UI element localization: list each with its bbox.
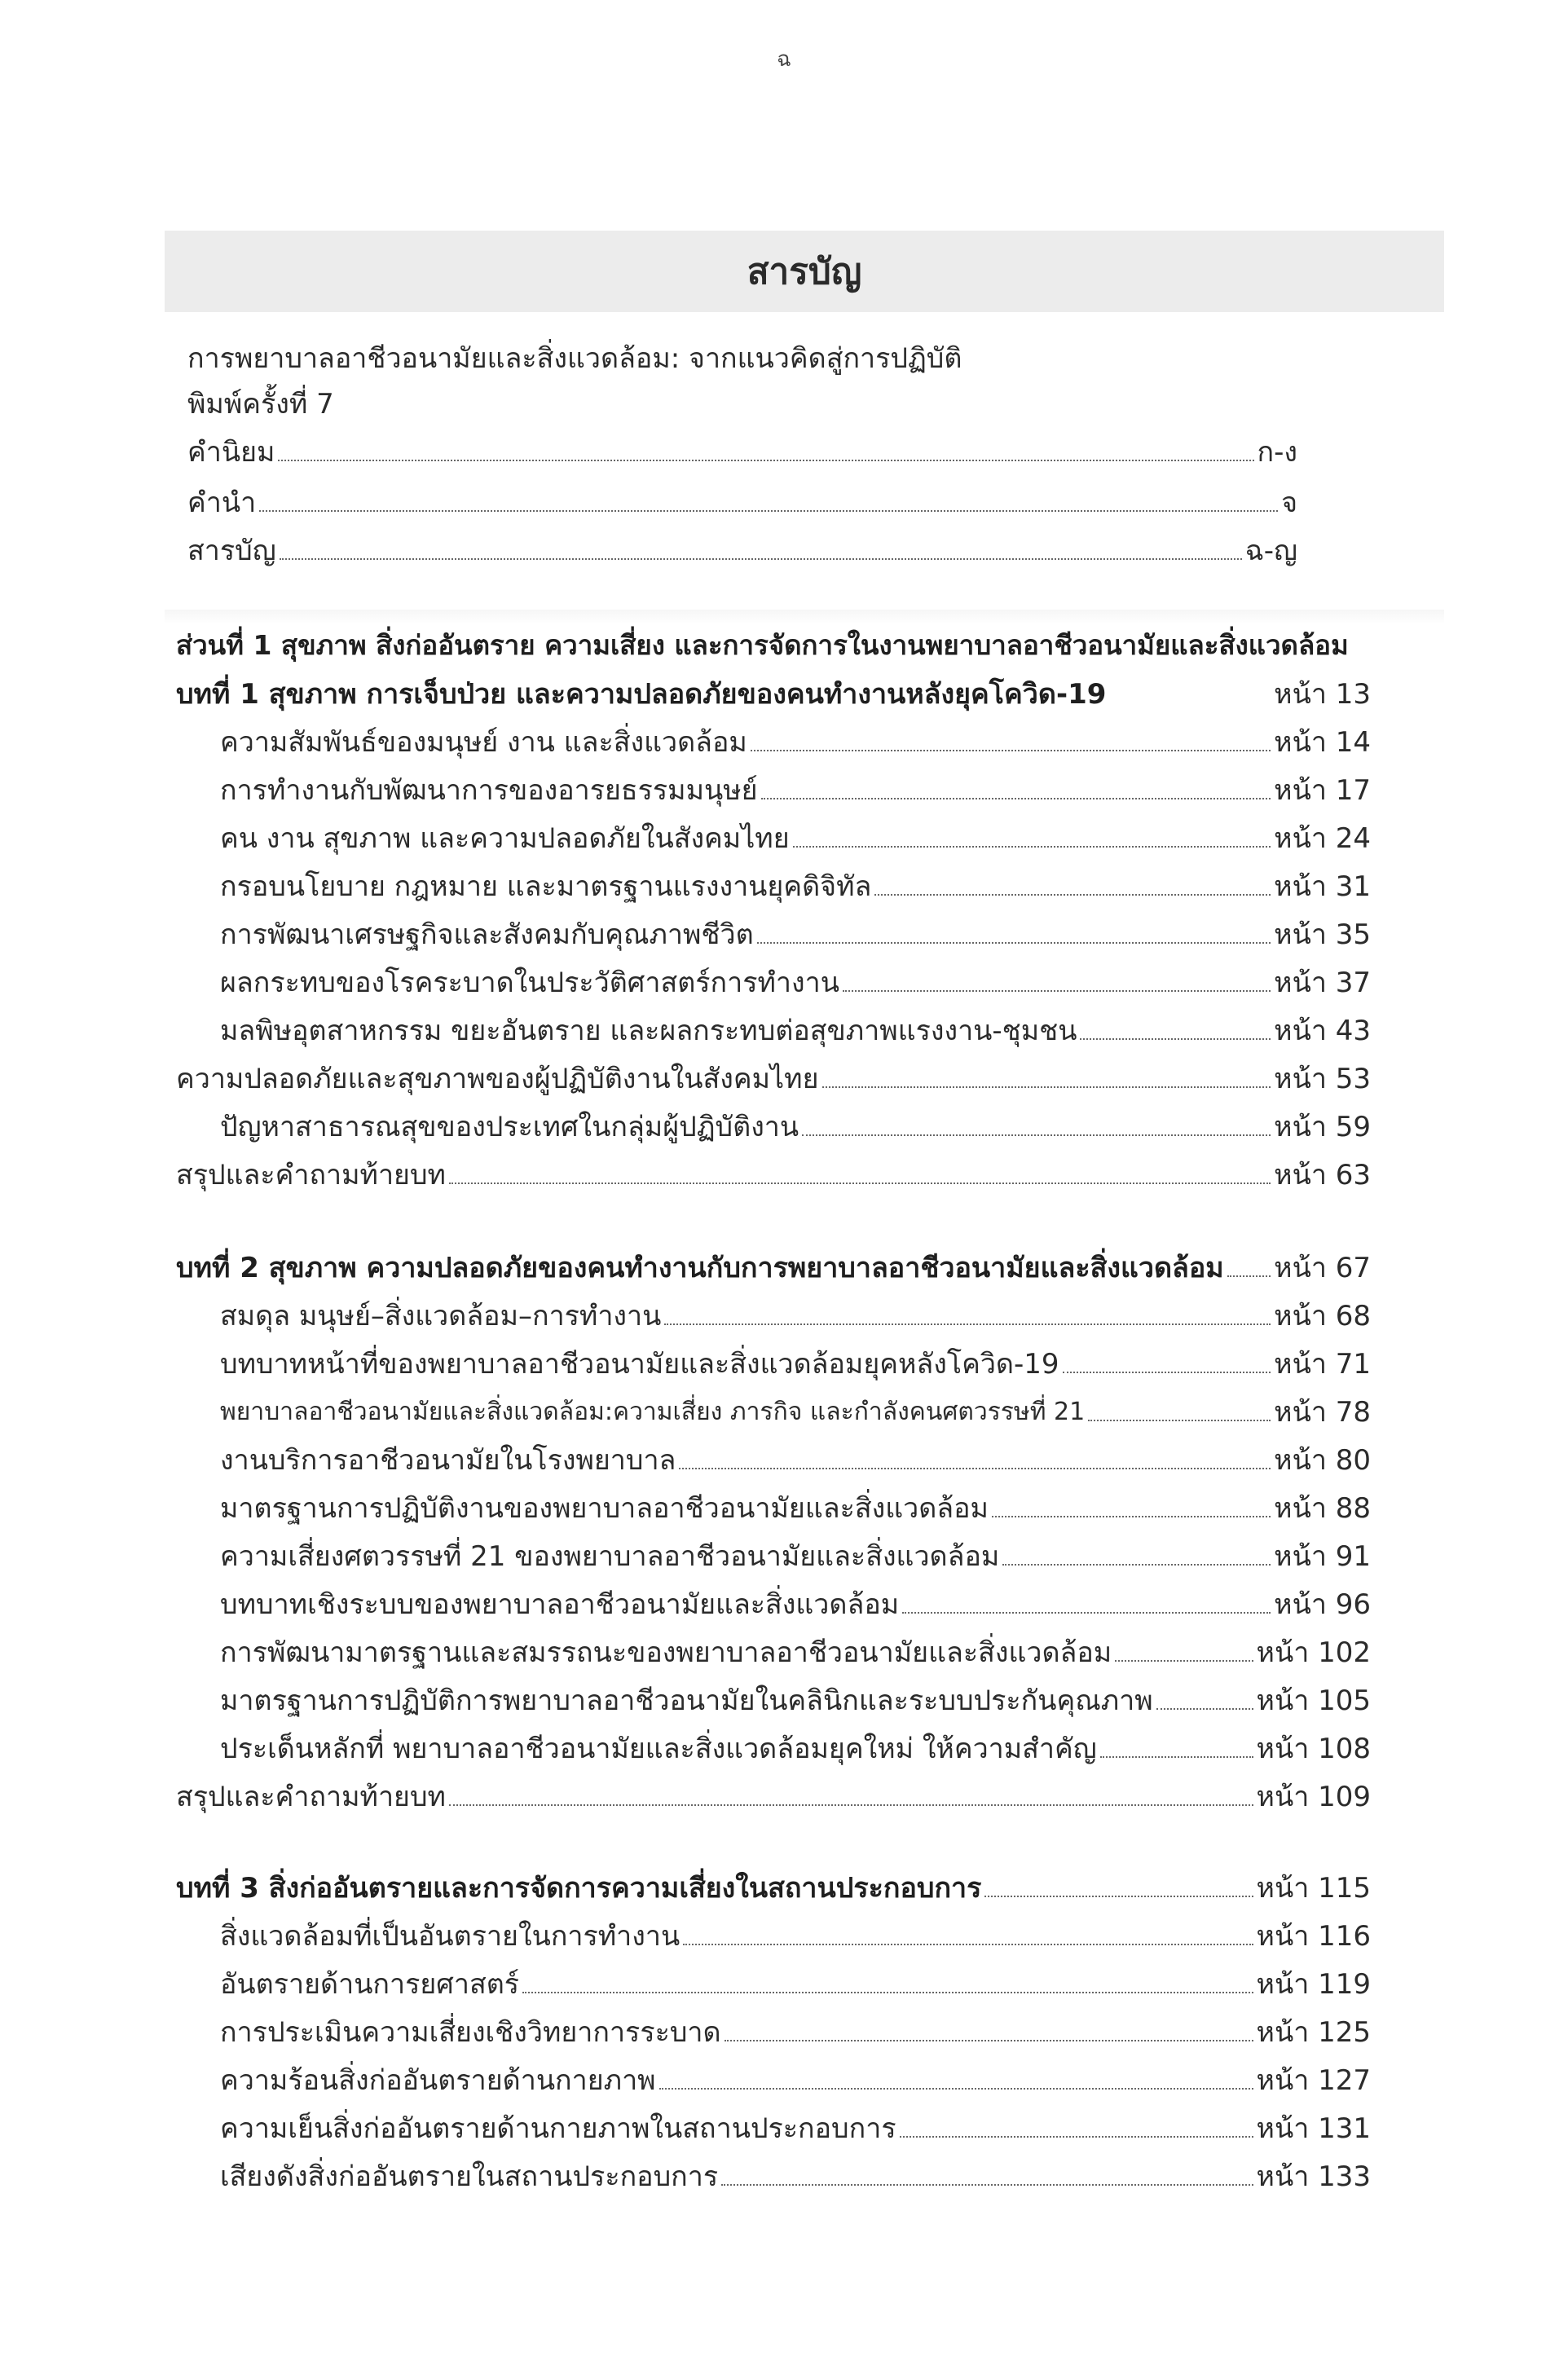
- toc-entry[interactable]: บทบาทเชิงระบบของพยาบาลอาชีวอนามัยและสิ่งแวดล้อม หน้า 96: [220, 1588, 1371, 1621]
- toc-entry[interactable]: ความเสี่ยงศตวรรษที่ 21 ของพยาบาลอาชีวอนามัยและสิ่งแวดล้อม หน้า 91: [220, 1540, 1371, 1573]
- toc-entry[interactable]: สมดุล มนุษย์–สิ่งแวดล้อม–การทำงาน หน้า 68: [220, 1300, 1371, 1332]
- toc-entry[interactable]: การประเมินความเสี่ยงเชิงวิทยาการระบาด หน้า 125: [220, 2016, 1371, 2049]
- toc-entry-summary[interactable]: สรุปและคำถามท้ายบท หน้า 109: [176, 1781, 1371, 1813]
- toc-entry[interactable]: ความสัมพันธ์ของมนุษย์ งาน และสิ่งแวดล้อม หน้า 14: [220, 726, 1371, 759]
- toc-entry[interactable]: การพัฒนาเศรษฐกิจและสังคมกับคุณภาพชีวิต หน้า 35: [220, 918, 1371, 951]
- chapter-3-heading[interactable]: บทที่ 3 สิ่งก่ออันตรายและการจัดการความเสี่ยงในสถานประกอบการ หน้า 115: [176, 1872, 1371, 1905]
- toc-entry[interactable]: คน งาน สุขภาพ และความปลอดภัยในสังคมไทย หน้า 24: [220, 822, 1371, 855]
- toc-entry[interactable]: ผลกระทบของโรคระบาดในประวัติศาสตร์การทำงาน หน้า 37: [220, 967, 1371, 999]
- chapter-1-heading[interactable]: บทที่ 1 สุขภาพ การเจ็บป่วย และความปลอดภัยของคนทำงานหลังยุคโควิด-19 หน้า 13: [176, 678, 1371, 711]
- toc-entry[interactable]: ความปลอดภัยและสุขภาพของผู้ปฏิบัติงานในสังคมไทย หน้า 53: [176, 1063, 1371, 1095]
- toc-entry[interactable]: การพัฒนามาตรฐานและสมรรถนะของพยาบาลอาชีวอนามัยและสิ่งแวดล้อม หน้า 102: [220, 1636, 1371, 1669]
- front-matter-edition: พิมพ์ครั้งที่ 7: [187, 388, 334, 421]
- part-1-heading[interactable]: ส่วนที่ 1 สุขภาพ สิ่งก่ออันตราย ความเสี่ยง และการจัดการในงานพยาบาลอาชีวอนามัยและสิ่งแวดล้อม: [176, 629, 1349, 661]
- toc-entry[interactable]: มาตรฐานการปฏิบัติงานของพยาบาลอาชีวอนามัยและสิ่งแวดล้อม หน้า 88: [220, 1492, 1371, 1525]
- toc-entry[interactable]: เสียงดังสิ่งก่ออันตรายในสถานประกอบการ หน้า 133: [220, 2160, 1371, 2193]
- page-number: ฉ: [777, 47, 791, 72]
- toc-entry[interactable]: งานบริการอาชีวอนามัยในโรงพยาบาล หน้า 80: [220, 1444, 1371, 1477]
- toc-entry[interactable]: พยาบาลอาชีวอนามัยและสิ่งแวดล้อม:ความเสี่ยง ภารกิจ และกำลังคนศตวรรษที่ 21 หน้า 78: [220, 1396, 1371, 1429]
- toc-entry[interactable]: การทำงานกับพัฒนาการของอารยธรรมมนุษย์ หน้า 17: [220, 774, 1371, 807]
- toc-entry[interactable]: อันตรายด้านการยศาสตร์ หน้า 119: [220, 1968, 1371, 2001]
- toc-entry[interactable]: ความเย็นสิ่งก่ออันตรายด้านกายภาพในสถานประกอบการ หน้า 131: [220, 2112, 1371, 2145]
- chapter-2-heading[interactable]: บทที่ 2 สุขภาพ ความปลอดภัยของคนทำงานกับการพยาบาลอาชีวอนามัยและสิ่งแวดล้อม หน้า 67: [176, 1252, 1371, 1284]
- toc-entry[interactable]: ประเด็นหลักที่ พยาบาลอาชีวอนามัยและสิ่งแวดล้อมยุคใหม่ ให้ความสำคัญ หน้า 108: [220, 1733, 1371, 1765]
- toc-entry-preface[interactable]: คำนำ จ: [187, 487, 1297, 519]
- toc-entry[interactable]: มลพิษอุตสาหกรรม ขยะอันตราย และผลกระทบต่อสุขภาพแรงงาน-ชุมชน หน้า 43: [220, 1015, 1371, 1047]
- toc-title-band: [165, 231, 1444, 312]
- page-title: สารบัญ: [747, 251, 862, 293]
- front-matter-book-title: การพยาบาลอาชีวอนามัยและสิ่งแวดล้อม: จากแนวคิดสู่การปฏิบัติ: [187, 342, 962, 375]
- toc-entry[interactable]: ความร้อนสิ่งก่ออันตรายด้านกายภาพ หน้า 127: [220, 2064, 1371, 2097]
- toc-entry-summary[interactable]: สรุปและคำถามท้ายบท หน้า 63: [176, 1159, 1371, 1191]
- toc-entry-foreword[interactable]: คำนิยม ก-ง: [187, 436, 1297, 469]
- toc-entry[interactable]: สิ่งแวดล้อมที่เป็นอันตรายในการทำงาน หน้า 116: [220, 1920, 1371, 1953]
- toc-entry-contents[interactable]: สารบัญ ฉ-ญ: [187, 535, 1297, 567]
- toc-entry[interactable]: ปัญหาสาธารณสุขของประเทศในกลุ่มผู้ปฏิบัติงาน หน้า 59: [220, 1111, 1371, 1143]
- toc-entry[interactable]: มาตรฐานการปฏิบัติการพยาบาลอาชีวอนามัยในคลินิกและระบบประกันคุณภาพ หน้า 105: [220, 1685, 1371, 1717]
- toc-entry[interactable]: บทบาทหน้าที่ของพยาบาลอาชีวอนามัยและสิ่งแวดล้อมยุคหลังโควิด-19 หน้า 71: [220, 1348, 1371, 1381]
- section-divider: [165, 610, 1444, 624]
- toc-entry[interactable]: กรอบนโยบาย กฎหมาย และมาตรฐานแรงงานยุคดิจิทัล หน้า 31: [220, 870, 1371, 903]
